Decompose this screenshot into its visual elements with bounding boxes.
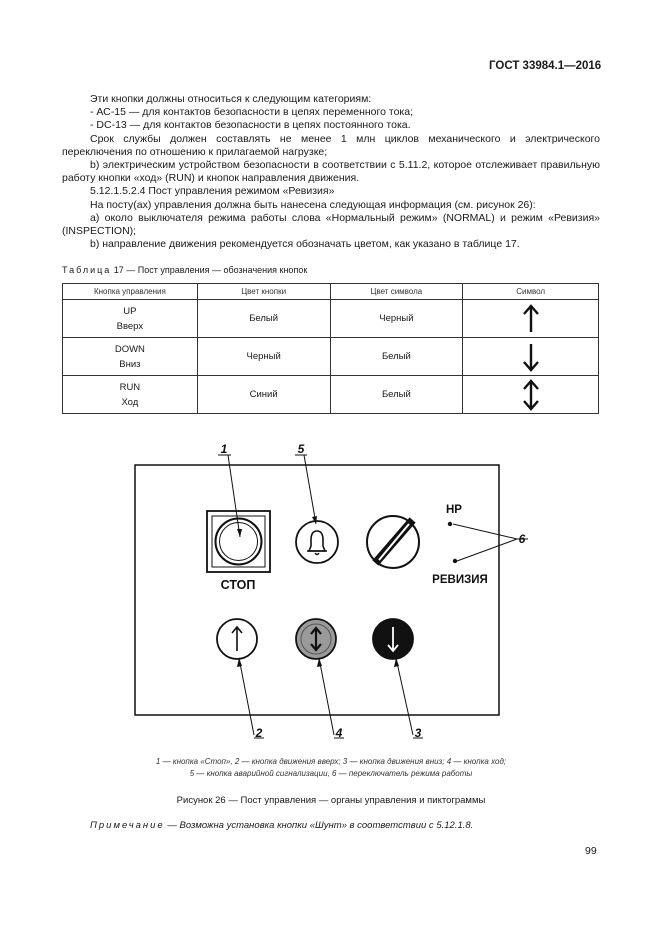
callout-5: 5 [297,442,305,456]
alarm-button [296,521,338,563]
normal-mode-label: НР [446,504,462,516]
stop-label: СТОП [220,578,256,592]
figure-caption: Рисунок 26 — Пост управления — органы управления и пиктограммы [176,795,486,806]
table-header: Символ [463,284,599,300]
leader-lines [218,455,528,738]
inspection-mode-label: РЕВИЗИЯ [432,574,488,586]
note-label: Примечание [90,820,165,831]
section-heading: 5.12.1.5.2.4 Пост управления режимом «Ревизия» [90,185,335,198]
symbol-color-cell: Белый [330,376,463,414]
legend-line: 1 — кнопка «Стоп», 2 — кнопка движения вверх; 3 — кнопка движения вниз; 4 — кнопка ход; [155,757,507,766]
page-number: 99 [585,845,597,857]
symbol-color-cell: Черный [330,300,463,338]
table-header: Кнопка управления [63,284,198,300]
button-name-ru: Вниз [119,358,141,370]
callout-4: 4 [335,726,343,740]
text-line: - DC-13 — для контактов безопасности в цепях постоянного тока. [90,119,411,132]
mode-switch [367,516,419,568]
normal-mode-dot [448,522,452,526]
button-name-ru: Ход [121,396,139,408]
legend-line: 5 — кнопка аварийной сигнализации, 6 — переключатель режима работы [189,769,473,778]
up-button [217,619,257,659]
panel-outline [135,465,499,715]
callout-6: 6 [518,532,526,546]
text-line: Срок службы должен составлять не менее 1 млн циклов механического и электрического переключения по отношению к прилагаемой нагрузке; [62,132,600,158]
note [90,820,473,831]
table-caption-label: Таблица [62,265,112,275]
callout-2: 2 [255,726,263,740]
text-line: На посту(ах) управления должна быть нанесена следующая информация (см. рисунок 26): [90,198,536,211]
callout-1: 1 [220,442,228,456]
text-line: a) около выключателя режима работы слова «Нормальный режим» (NORMAL) и режим «Ревизия» (INSPECTION); [62,211,600,238]
note-text: — Возможна установка кнопки «Шунт» в соответствии с 5.12.1.8. [164,820,474,831]
standard-code: ГОСТ 33984.1—2016 [489,60,602,72]
button-color-cell: Белый [197,300,330,338]
figure-legend [62,756,600,780]
button-name-ru: Вверх [116,320,144,332]
button-color-cell: Черный [197,338,330,376]
text-line: b) направление движения рекомендуется обозначать цветом, как указано в таблице 17. [90,238,520,251]
button-name-en: UP [123,305,137,317]
table-caption-text: 17 — Пост управления — обозначения кнопок [111,265,308,275]
text-line: b) электрическим устройством безопасности в соответствии с 5.11.2, которое отслеживает правильную работу кнопки «ход» (RUN) и кнопок направления движения. [62,159,600,185]
text-line: - АС-15 — для контактов безопасности в цепях переменного тока; [90,106,413,119]
down-button [373,619,413,659]
text-line: Эти кнопки должны относиться к следующим категориям: [90,93,372,105]
table-header: Цвет кнопки [197,284,330,300]
arrow-up-icon [232,627,242,651]
stop-button [207,511,270,572]
inspection-mode-dot [453,559,457,563]
button-name-en: DOWN [114,343,145,355]
table-header: Цвет символа [330,284,463,300]
button-color-cell: Синий [197,376,330,414]
run-button [296,619,336,659]
button-name-en: RUN [119,381,141,393]
callout-3: 3 [414,726,422,740]
symbol-color-cell: Белый [330,338,463,376]
bell-icon [307,531,327,555]
